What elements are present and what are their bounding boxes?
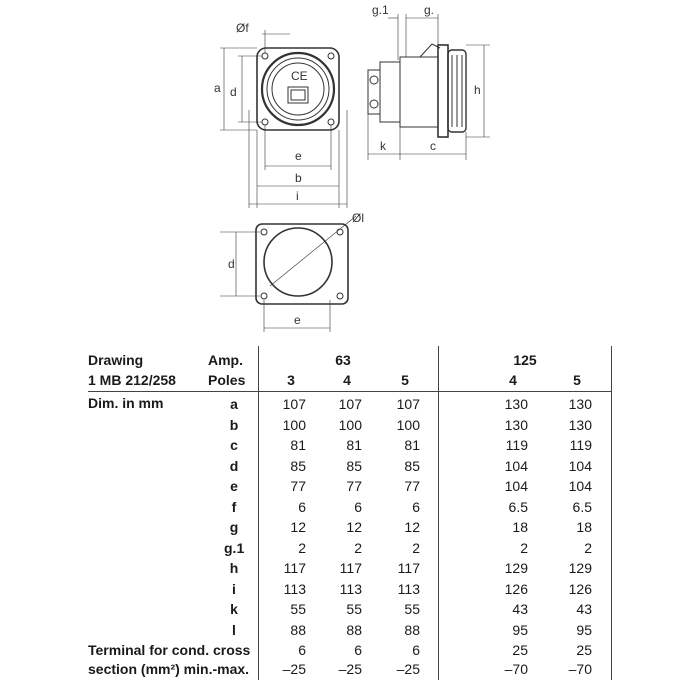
terminal-cell: –25 xyxy=(396,661,420,677)
label-dia-l: Øl xyxy=(352,211,364,225)
table-cell: 81 xyxy=(404,437,420,453)
table-cell: 81 xyxy=(346,437,362,453)
dim-letter: a xyxy=(230,396,238,412)
label-g1: g.1 xyxy=(372,3,389,17)
dim-letter: g xyxy=(229,519,239,535)
table-cell: 113 xyxy=(283,580,306,597)
table-cell: 2 xyxy=(354,539,362,556)
label-dia-f: Øf xyxy=(236,21,249,35)
table-cell: 100 xyxy=(338,416,362,433)
table-cell: 18 xyxy=(512,519,528,535)
terminal-cell: –70 xyxy=(568,661,592,677)
panel-cutout-view xyxy=(220,216,356,332)
table-cell: 130 xyxy=(568,416,592,433)
poles-63-3: 3 xyxy=(287,372,295,388)
table-cell: 2 xyxy=(584,539,592,556)
label-i: i xyxy=(296,189,299,203)
table-cell: 113 xyxy=(397,580,420,597)
technical-drawing xyxy=(0,0,700,340)
table-cell: 85 xyxy=(404,457,420,474)
table-cell: 107 xyxy=(282,396,306,412)
table-cell: 100 xyxy=(396,416,420,433)
table-cell: 6 xyxy=(412,498,420,515)
label-e: e xyxy=(295,149,302,163)
side-view xyxy=(368,14,490,160)
poles-63-4: 4 xyxy=(343,372,351,388)
column-divider-amp xyxy=(438,346,439,680)
terminal-cell: 25 xyxy=(576,642,592,658)
terminal-label-line2: section (mm²) min.-max. xyxy=(88,661,250,677)
table-cell: 85 xyxy=(346,457,362,474)
amp-125: 125 xyxy=(513,352,537,368)
dim-letter: d xyxy=(229,457,239,474)
table-cell: 126 xyxy=(504,580,528,597)
table-cell: 95 xyxy=(576,621,592,638)
terminal-cell: 6 xyxy=(298,642,306,658)
table-cell: 55 xyxy=(290,601,306,617)
label-cutout-e: e xyxy=(294,313,301,327)
dim-letter: f xyxy=(231,498,237,515)
table-cell: 100 xyxy=(282,416,306,433)
table-cell: 129 xyxy=(568,560,592,576)
table-cell: 2 xyxy=(520,539,528,556)
table-cell: 12 xyxy=(404,519,420,535)
terminal-cell: 6 xyxy=(354,642,362,658)
front-view xyxy=(220,30,347,208)
dim-letter: g.1 xyxy=(224,539,245,556)
dim-letter: k xyxy=(230,601,238,617)
dim-letter: i xyxy=(232,580,236,597)
label-a: a xyxy=(214,81,221,95)
table-cell: 88 xyxy=(346,621,362,638)
terminal-cell: –25 xyxy=(282,661,306,677)
label-cutout-d: d xyxy=(228,257,235,271)
table-cell: 130 xyxy=(504,396,528,412)
terminal-cell: –25 xyxy=(338,661,362,677)
terminal-cell: 25 xyxy=(512,642,528,658)
terminal-cell: –70 xyxy=(504,661,528,677)
table-cell: 12 xyxy=(290,519,306,535)
table-cell: 85 xyxy=(290,457,306,474)
table-cell: 104 xyxy=(504,457,528,474)
table-cell: 107 xyxy=(338,396,362,412)
table-cell: 55 xyxy=(404,601,420,617)
table-cell: 77 xyxy=(404,478,420,494)
column-divider-end xyxy=(611,346,612,680)
dim-letter: e xyxy=(230,478,238,494)
amp-63: 63 xyxy=(335,352,351,368)
table-cell: 6 xyxy=(298,498,306,515)
terminal-cell: 6 xyxy=(412,642,420,658)
table-cell: 18 xyxy=(576,519,592,535)
table-cell: 126 xyxy=(568,580,592,597)
table-cell: 6.5 xyxy=(508,498,528,515)
label-d: d xyxy=(230,85,237,99)
table-cell: 88 xyxy=(404,621,420,638)
ce-mark: CE xyxy=(291,69,308,83)
poles-125-5: 5 xyxy=(573,372,581,388)
label-c: c xyxy=(430,139,436,153)
table-cell: 88 xyxy=(290,621,306,638)
label-g: g. xyxy=(424,3,435,17)
table-cell: 104 xyxy=(568,478,592,494)
table-cell: 77 xyxy=(290,478,306,494)
poles-label: Poles xyxy=(208,372,246,388)
table-cell: 117 xyxy=(397,560,420,576)
drawing-label: Drawing xyxy=(88,352,144,368)
label-h: h xyxy=(474,83,481,97)
table-cell: 81 xyxy=(290,437,306,453)
table-cell: 12 xyxy=(346,519,362,535)
model-label: 1 MB 212/258 xyxy=(88,372,176,388)
dim-letter: b xyxy=(229,416,239,433)
table-cell: 6.5 xyxy=(572,498,592,515)
table-cell: 104 xyxy=(568,457,592,474)
table-cell: 117 xyxy=(283,560,306,576)
table-cell: 77 xyxy=(346,478,362,494)
table-cell: 43 xyxy=(576,601,592,617)
table-cell: 55 xyxy=(346,601,362,617)
table-cell: 2 xyxy=(298,539,306,556)
label-b: b xyxy=(295,171,302,185)
label-k: k xyxy=(380,139,386,153)
table-cell: 119 xyxy=(569,437,592,453)
poles-125-4: 4 xyxy=(509,372,517,388)
header-rule xyxy=(88,391,612,392)
table-cell: 119 xyxy=(505,437,528,453)
table-cell: 43 xyxy=(512,601,528,617)
column-divider-dim xyxy=(258,346,259,680)
table-cell: 6 xyxy=(354,498,362,515)
dim-unit-label: Dim. in mm xyxy=(88,395,164,411)
poles-63-5: 5 xyxy=(401,372,409,388)
table-cell: 117 xyxy=(339,560,362,576)
table-cell: 129 xyxy=(504,560,528,576)
dim-letter: c xyxy=(230,437,238,453)
table-cell: 2 xyxy=(412,539,420,556)
dim-letter: l xyxy=(232,621,236,638)
table-cell: 130 xyxy=(504,416,528,433)
amp-label: Amp. xyxy=(208,352,243,368)
dim-letter: h xyxy=(229,560,239,576)
table-cell: 104 xyxy=(504,478,528,494)
terminal-label-line1: Terminal for cond. cross xyxy=(88,642,251,658)
table-cell: 130 xyxy=(568,396,592,412)
table-cell: 113 xyxy=(339,580,362,597)
table-cell: 107 xyxy=(396,396,420,412)
table-cell: 95 xyxy=(512,621,528,638)
